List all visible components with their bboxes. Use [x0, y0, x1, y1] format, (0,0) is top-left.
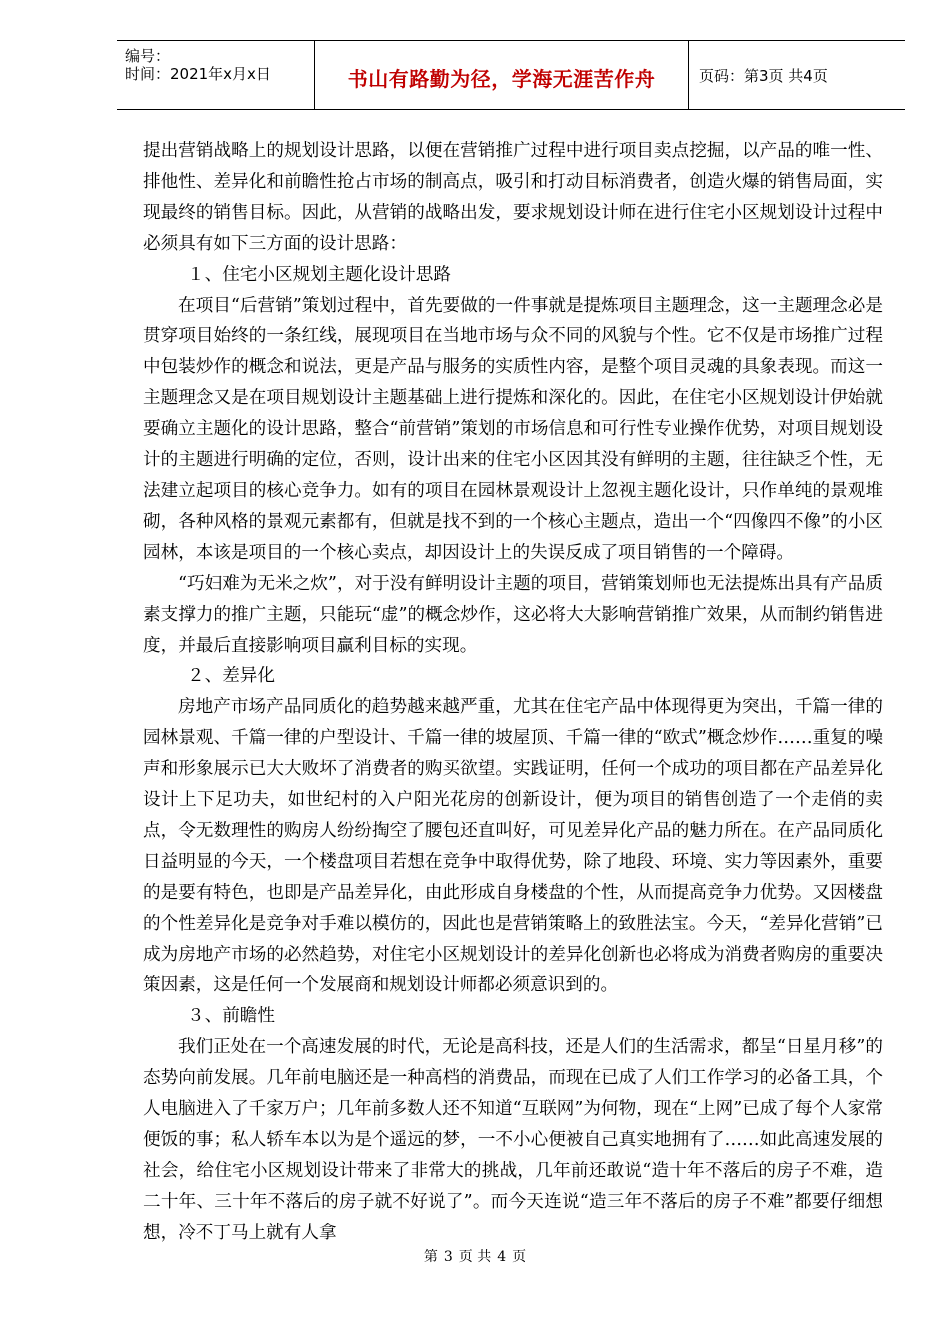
page-footer	[0, 1246, 950, 1266]
body-paragraph: 提出营销战略上的规划设计思路，以便在营销推广过程中进行项目卖点挖掘，以产品的唯一性、排他性、差异化和前瞻性抢占市场的制高点，吸引和打动目标消费者，创造火爆的销售局面，实现最终的销售目标。因此，从营销的战略出发，要求规划设计师在进行住宅小区规划设计过程中必须具有如下三方面的设计思路：	[143, 141, 883, 254]
footer-current-page: 3	[443, 1249, 453, 1265]
body-paragraph: 在项目“后营销”策划过程中，首先要做的一件事就是提炼项目主题理念，这一主题理念必是贯穿项目始终的一条红线，展现项目在当地市场与众不同的风貌与个性。它不仅是市场推广过程中包装炒作的概念和说法，更是产品与服务的实质性内容，是整个项目灵魂的具象表现。而这一主题理念又是在项目规划设计主题基础上进行提炼和深化的。因此，在住宅小区规划设计伊始就要确立主题化的设计思路，整合“前营销”策划的市场信息和可行性专业操作优势，对项目规划设计的主题进行明确的定位，否则，设计出来的住宅小区因其没有鲜明的主题，往往缺乏个性，无法建立起项目的核心竞争力。如有的项目在园林景观设计上忽视主题化设计，只作单纯的景观堆砌，各种风格的景观元素都有，但就是找不到的一个核心主题点，造出一个“四像四不像”的小区园林，本该是项目的一个核心卖点，却因设计上的失误反成了项目销售的一个障碍。	[143, 295, 883, 563]
document-time-label: 时间：2021年x月x日	[125, 65, 271, 83]
header-table	[117, 40, 905, 110]
document-number-label: 编号：	[125, 47, 171, 65]
body-paragraph: 我们正处在一个高速发展的时代，无论是高科技，还是人们的生活需求，都呈“日星月移”的态势向前发展。几年前电脑还是一种高档的消费品，而现在已成了人们工作学习的必备工具，个人电脑进入了千家万户；几年前多数人还不知道“互联网”为何物，现在“上网”已成了每个人家常便饭的事；私人轿车本以为是个遥远的梦，一不小心便被自己真实地拥有了……如此高速发展的社会，给住宅小区规划设计带来了非常大的挑战，几年前还敢说“造十年不落后的房子不难，造二十年、三十年不落后的房子就不好说了”。而今天连说“造三年不落后的房子不难”都要仔细想想，冷不丁马上就有人拿	[143, 1037, 883, 1243]
footer-suffix: 页	[512, 1249, 527, 1265]
body-paragraph: “巧妇难为无米之炊”，对于没有鲜明设计主题的项目，营销策划师也无法提炼出具有产品质素支撑力的推广主题，只能玩“虚”的概念炒作，这必将大大影响营销推广效果，从而制约销售进度，并最后直接影响项目赢利目标的实现。	[143, 573, 883, 656]
header-page-cell	[689, 41, 905, 109]
section-heading-differentiation: ２、差异化	[187, 666, 275, 687]
header-meta-cell	[117, 41, 314, 109]
footer-prefix: 第	[423, 1249, 438, 1265]
footer-total-pages: 4	[497, 1249, 507, 1265]
section-heading-theme: １、住宅小区规划主题化设计思路	[187, 264, 451, 285]
header-motto: 书山有路勤为径，学海无涯苦作舟	[347, 67, 656, 91]
section-heading-foresight: ３、前瞻性	[187, 1006, 275, 1027]
body-paragraph: 房地产市场产品同质化的趋势越来越严重，尤其在住宅产品中体现得更为突出，千篇一律的园林景观、千篇一律的户型设计、千篇一律的坡屋顶、千篇一律的“欧式”概念炒作……重复的噪声和形象展示已大大败坏了消费者的购买欲望。实践证明，任何一个成功的项目都在产品差异化设计上下足功夫，如世纪村的入户阳光花房的创新设计，便为项目的销售创造了一个走俏的卖点，令无数理性的购房人纷纷掏空了腰包还直叫好，可见差异化产品的魅力所在。在产品同质化日益明显的今天，一个楼盘项目若想在竞争中取得优势，除了地段、环境、实力等因素外，重要的是要有特色，也即是产品差异化，由此形成自身楼盘的个性，从而提高竞争力优势。又因楼盘的个性差异化是竞争对手难以模仿的，因此也是营销策略上的致胜法宝。今天，“差异化营销”已成为房地产市场的必然趋势，对住宅小区规划设计的差异化创新也必将成为消费者购房的重要决策因素，这是任何一个发展商和规划设计师都必须意识到的。	[143, 697, 883, 996]
document-body	[143, 136, 883, 1249]
header-motto-cell	[314, 41, 689, 109]
footer-middle: 页 共	[458, 1249, 492, 1265]
header-page-info: 页码：第3页 共4页	[699, 67, 828, 85]
